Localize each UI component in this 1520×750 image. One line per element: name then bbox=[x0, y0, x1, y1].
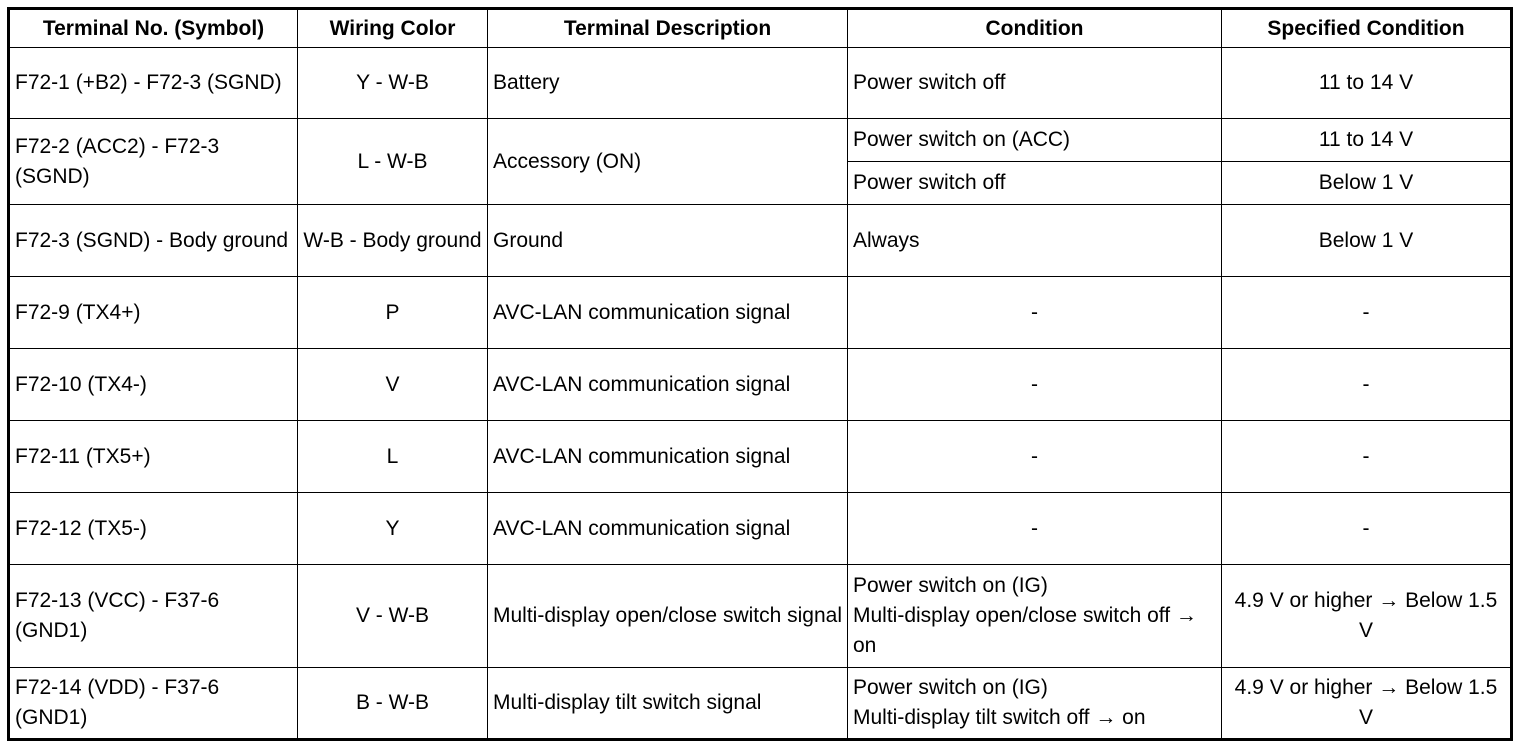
condition-cell: Power switch on (IG) Multi-display open/close switch off → on bbox=[848, 565, 1222, 668]
description-cell: AVC-LAN communication signal bbox=[488, 421, 848, 493]
condition-cell: - bbox=[848, 349, 1222, 421]
header-row bbox=[9, 9, 1512, 48]
wiring-color-cell: L - W-B bbox=[298, 119, 488, 205]
header-wiring-color: Wiring Color bbox=[298, 9, 488, 48]
specified-condition-cell: 4.9 V or higher → Below 1.5 V bbox=[1222, 565, 1512, 668]
specified-condition-cell: - bbox=[1222, 349, 1512, 421]
wiring-color-cell: W-B - Body ground bbox=[298, 205, 488, 277]
wiring-color-cell: V - W-B bbox=[298, 565, 488, 668]
wiring-color-cell: V bbox=[298, 349, 488, 421]
condition-cell: Power switch on (IG) Multi-display tilt switch off → on bbox=[848, 668, 1222, 740]
specified-condition-cell: 4.9 V or higher → Below 1.5 V bbox=[1222, 668, 1512, 740]
header-condition: Condition bbox=[848, 9, 1222, 48]
table-row bbox=[9, 119, 1512, 162]
wiring-color-cell: B - W-B bbox=[298, 668, 488, 740]
description-cell: Multi-display open/close switch signal bbox=[488, 565, 848, 668]
table-row bbox=[9, 668, 1512, 740]
description-cell: Accessory (ON) bbox=[488, 119, 848, 205]
condition-cell: Power switch off bbox=[848, 48, 1222, 119]
specified-condition-cell: 11 to 14 V bbox=[1222, 48, 1512, 119]
description-cell: Battery bbox=[488, 48, 848, 119]
specified-condition-cell: 11 to 14 V bbox=[1222, 119, 1512, 162]
wiring-color-cell: P bbox=[298, 277, 488, 349]
header-terminal-description: Terminal Description bbox=[488, 9, 848, 48]
condition-cell: - bbox=[848, 493, 1222, 565]
condition-cell: Power switch off bbox=[848, 162, 1222, 205]
condition-cell: - bbox=[848, 421, 1222, 493]
terminal-cell: F72-9 (TX4+) bbox=[9, 277, 298, 349]
description-cell: AVC-LAN communication signal bbox=[488, 493, 848, 565]
table-row bbox=[9, 205, 1512, 277]
specified-condition-cell: Below 1 V bbox=[1222, 205, 1512, 277]
table-row bbox=[9, 565, 1512, 668]
terminal-cell: F72-3 (SGND) - Body ground bbox=[9, 205, 298, 277]
table-row bbox=[9, 349, 1512, 421]
wiring-color-cell: L bbox=[298, 421, 488, 493]
terminal-cell: F72-11 (TX5+) bbox=[9, 421, 298, 493]
description-cell: AVC-LAN communication signal bbox=[488, 349, 848, 421]
table-row bbox=[9, 277, 1512, 349]
terminal-cell: F72-12 (TX5-) bbox=[9, 493, 298, 565]
wiring-color-cell: Y bbox=[298, 493, 488, 565]
condition-cell: - bbox=[848, 277, 1222, 349]
header-specified-condition: Specified Condition bbox=[1222, 9, 1512, 48]
table-row bbox=[9, 421, 1512, 493]
terminal-cell: F72-14 (VDD) - F37-6 (GND1) bbox=[9, 668, 298, 740]
description-cell: AVC-LAN communication signal bbox=[488, 277, 848, 349]
terminal-cell: F72-10 (TX4-) bbox=[9, 349, 298, 421]
table-row bbox=[9, 48, 1512, 119]
condition-cell: Always bbox=[848, 205, 1222, 277]
terminal-table-container bbox=[7, 7, 1513, 741]
table-row bbox=[9, 493, 1512, 565]
header-terminal-no: Terminal No. (Symbol) bbox=[9, 9, 298, 48]
wiring-color-cell: Y - W-B bbox=[298, 48, 488, 119]
terminal-cell: F72-13 (VCC) - F37-6 (GND1) bbox=[9, 565, 298, 668]
specified-condition-cell: Below 1 V bbox=[1222, 162, 1512, 205]
specified-condition-cell: - bbox=[1222, 421, 1512, 493]
description-cell: Ground bbox=[488, 205, 848, 277]
terminal-cell: F72-2 (ACC2) - F72-3 (SGND) bbox=[9, 119, 298, 205]
terminal-cell: F72-1 (+B2) - F72-3 (SGND) bbox=[9, 48, 298, 119]
terminal-table bbox=[7, 7, 1513, 741]
condition-cell: Power switch on (ACC) bbox=[848, 119, 1222, 162]
specified-condition-cell: - bbox=[1222, 277, 1512, 349]
description-cell: Multi-display tilt switch signal bbox=[488, 668, 848, 740]
specified-condition-cell: - bbox=[1222, 493, 1512, 565]
